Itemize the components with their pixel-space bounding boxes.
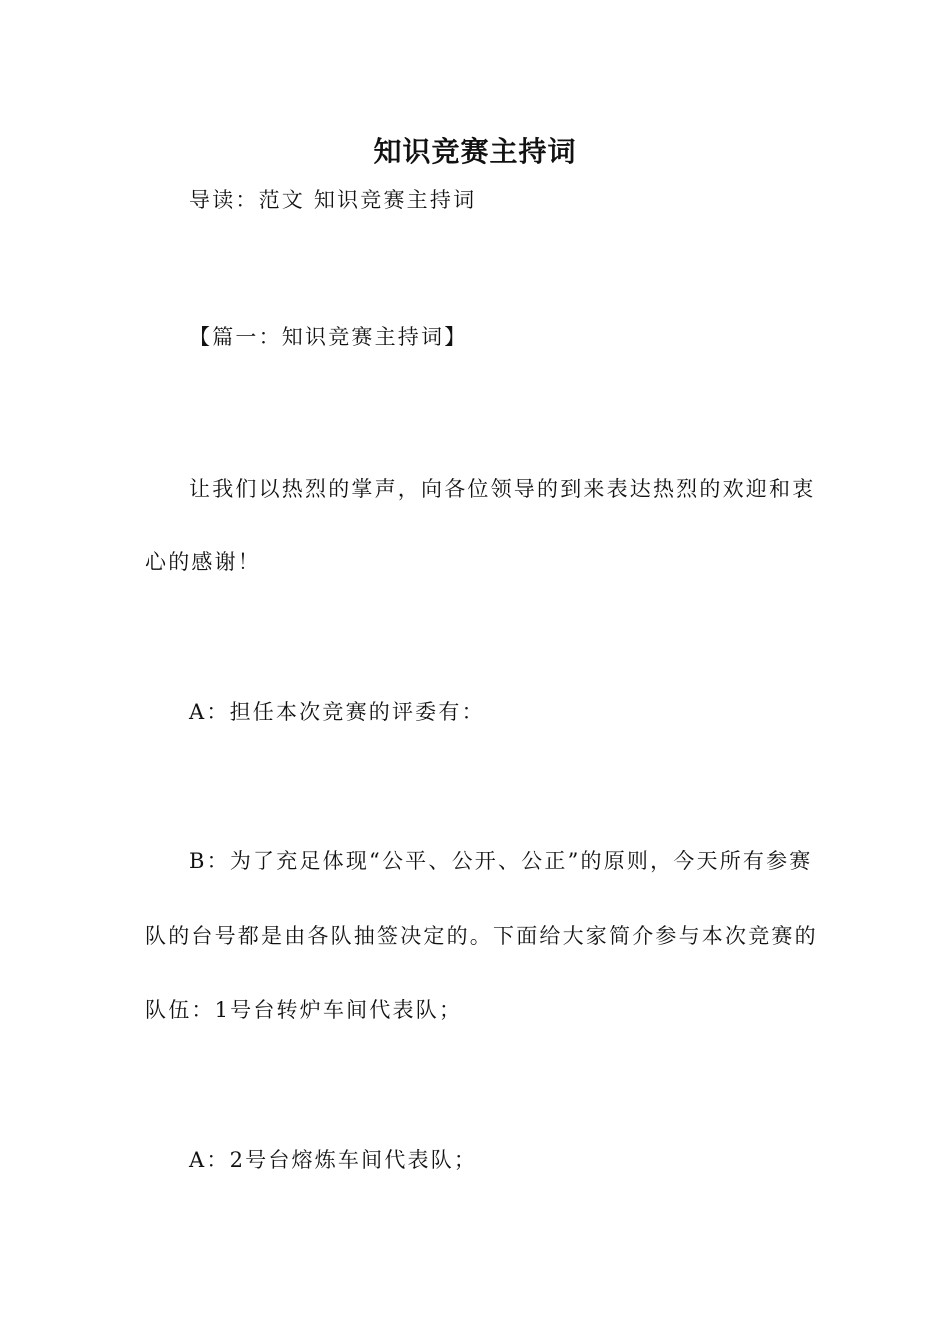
paragraph-3-line-3: 队伍：1号台转炉车间代表队； (145, 998, 463, 1022)
paragraph-1-line-1: 让我们以热烈的掌声，向各位领导的到来表达热烈的欢迎和衷 (189, 477, 816, 501)
paragraph-4-line-1: A：2号台熔炼车间代表队； (189, 1148, 478, 1172)
intro-line: 导读：范文 知识竞赛主持词 (189, 188, 477, 212)
paragraph-3-line-1: B：为了充足体现“公平、公开、公正”的原则，今天所有参赛 (189, 849, 813, 873)
paragraph-3-line-2: 队的台号都是由各队抽签决定的。下面给大家简介参与本次竞赛的 (145, 924, 818, 948)
paragraph-1-line-2: 心的感谢！ (145, 550, 261, 574)
section-heading: 【篇一：知识竞赛主持词】 (189, 325, 468, 349)
paragraph-2-line-1: A：担任本次竞赛的评委有： (189, 700, 485, 724)
document-title: 知识竞赛主持词 (373, 135, 577, 168)
